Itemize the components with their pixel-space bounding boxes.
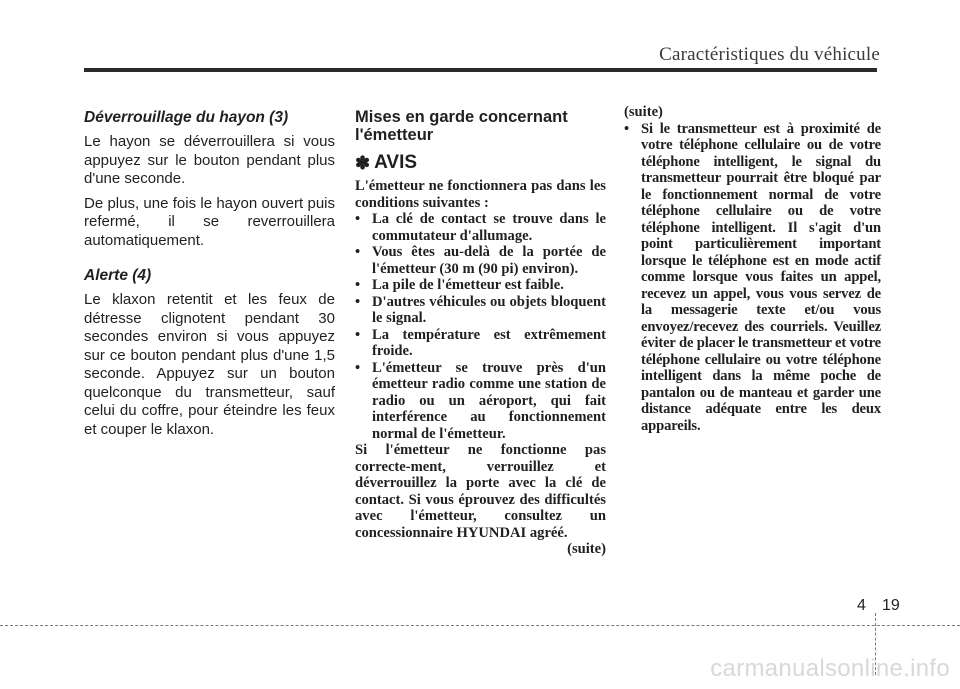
bullet-icon: • — [355, 244, 361, 260]
bullet-icon: • — [355, 277, 361, 293]
section-heading-transmitter-warnings: Mises en garde concernant l'émetteur — [355, 108, 568, 144]
column-middle — [355, 104, 606, 558]
bullet-icon: • — [355, 211, 361, 227]
column-left — [84, 104, 335, 445]
footer-dashed-rule — [0, 625, 960, 626]
avis-continued-body — [624, 104, 881, 434]
header-rule — [84, 68, 877, 72]
section-heading-alarm: Alerte (4) — [84, 267, 152, 284]
continued-label: (suite) — [624, 104, 663, 120]
list-item: • La clé de contact se trouve dans le commutateur d'allumage. — [355, 211, 606, 244]
list-item: • D'autres véhicules ou objets bloquent le signal. — [355, 293, 606, 326]
avis-bullet-list — [355, 211, 606, 442]
avis-continued-list — [624, 121, 881, 435]
list-item: • L'émetteur se trouve près d'un émetteur radio comme une station de radio ou un aéroport, qui fait interférence au fonctionnement normal de l'émetteur. — [355, 359, 606, 442]
list-item: • La pile de l'émetteur est faible. — [355, 277, 564, 293]
watermark: carmanualsonline.info — [710, 655, 950, 682]
avis-intro: L'émetteur ne fonctionnera pas dans les conditions suivantes : — [355, 178, 606, 211]
column-right — [624, 104, 881, 434]
asterisk-icon: ✽ — [355, 153, 371, 173]
list-item: • Vous êtes au-delà de la portée de l'émetteur (30 m (90 pi) environ). — [355, 244, 606, 277]
chapter-number: 4 — [857, 597, 866, 614]
avis-label: AVIS — [374, 152, 418, 173]
section-heading-tailgate-unlock: Déverrouillage du hayon (3) — [84, 109, 289, 126]
list-item: • Si le transmetteur est à proximité de votre téléphone cellulaire ou de votre téléphone intelligent, le signal du transmetteur pourrait être bloqué par le fonctionnement normal de votre téléphone cellulaire ou de votre téléphone intelligent. Il s'agit d'un point particulièrement important lorsque le téléphone est en mode actif comme lorsque vous faites un appel, recevez un appel, vous vous servez de la messagerie texte et/ou vous envoyez/recevez des courriels. Veuillez éviter de placer le transmetteur et votre téléphone cellulaire ou votre téléphone intelligent dans la même poche de pantalon ou de manteau et garder une distance adéquate entre les deux appareils. — [624, 120, 881, 434]
bullet-icon: • — [624, 120, 629, 137]
paragraph-tailgate-1: Le hayon se déverrouillera si vous appuyez sur le bouton pendant plus d'une seconde. — [84, 133, 335, 187]
avis-heading — [355, 152, 606, 174]
page-number: 19 — [882, 597, 900, 614]
continued-marker: (suite) — [567, 541, 606, 557]
avis-closing: Si l'émetteur ne fonctionne pas correcte-ment, verrouillez et déverrouillez la porte avec la clé de contact. Si vous éprouvez des difficultés avec l'émetteur, consultez un concessionnaire HYUNDAI agréé. — [355, 442, 606, 541]
bullet-icon: • — [355, 293, 361, 310]
page-header-title: Caractéristiques du véhicule — [659, 44, 880, 65]
paragraph-tailgate-2: De plus, une fois le hayon ouvert puis refermé, il se reverrouillera automatiquement. — [84, 194, 335, 249]
list-item: • La température est extrêmement froide. — [355, 326, 606, 359]
paragraph-alarm: Le klaxon retentit et les feux de détresse clignotent pendant 30 secondes environ si vous appuyez sur ce bouton pendant plus d'une 1,5 seconde. Appuyez sur un bouton quelconque du transmetteur, sauf celui du coffre, pour éteindre les feux et couper le klaxon. — [84, 291, 335, 438]
bullet-icon: • — [355, 359, 361, 376]
bullet-icon: • — [355, 326, 361, 343]
avis-body — [355, 178, 606, 558]
